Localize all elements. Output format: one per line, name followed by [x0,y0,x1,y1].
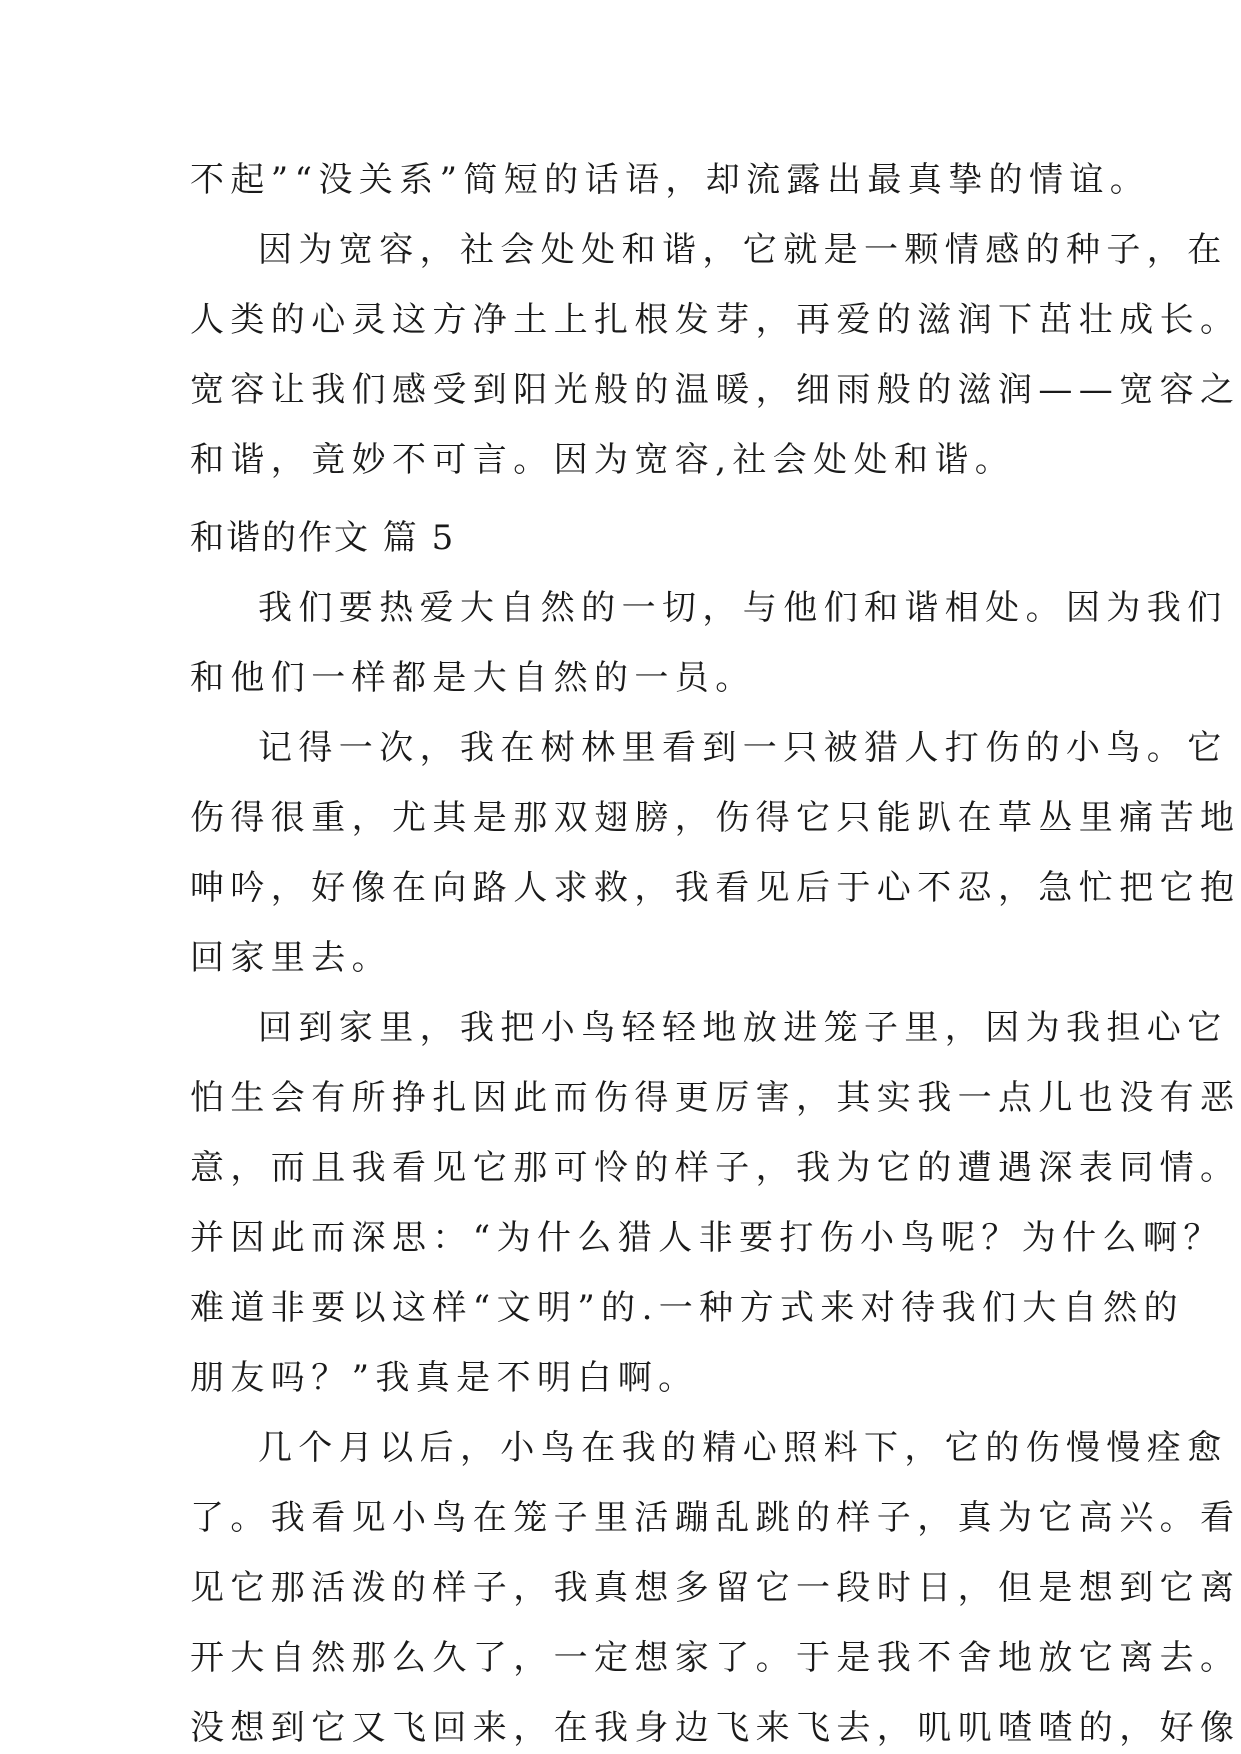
paragraph-line: 呻吟，好像在向路人求救，我看见后于心不忍，急忙把它抱 [190,868,1241,908]
paragraph-line: 和谐，竟妙不可言。因为宽容,社会处处和谐。 [190,440,1016,480]
paragraph-line: 因为宽容，社会处处和谐，它就是一颗情感的种子，在 [258,230,1228,270]
paragraph-line: 回家里去。 [190,938,392,978]
paragraph-line: 我们要热爱大自然的一切，与他们和谐相处。因为我们 [258,588,1228,628]
paragraph-line: 难道非要以这样“文明”的.一种方式来对待我们大自然的 [190,1288,1184,1328]
section-heading: 和谐的作文 篇 5 [190,518,456,558]
paragraph-line: 记得一次，我在树林里看到一只被猎人打伤的小鸟。它 [258,728,1228,768]
paragraph-line: 没想到它又飞回来，在我身边飞来飞去，叽叽喳喳的，好像 [190,1708,1241,1748]
paragraph-line: 朋友吗？”我真是不明白啊。 [190,1358,699,1398]
paragraph-line: 开大自然那么久了，一定想家了。于是我不舍地放它离去。 [190,1638,1241,1678]
paragraph-line: 不起”“没关系”简短的话语，却流露出最真挚的情谊。 [190,160,1151,200]
paragraph-line: 人类的心灵这方净土上扎根发芽，再爱的滋润下茁壮成长。 [190,300,1241,340]
paragraph-line: 回到家里，我把小鸟轻轻地放进笼子里，因为我担心它 [258,1008,1228,1048]
paragraph-line: 并因此而深思：“为什么猎人非要打伤小鸟呢？为什么啊？ [190,1218,1224,1258]
paragraph-line: 意，而且我看见它那可怜的样子，我为它的遭遇深表同情。 [190,1148,1241,1188]
paragraph-line: 伤得很重，尤其是那双翅膀，伤得它只能趴在草丛里痛苦地 [190,798,1241,838]
paragraph-line: 见它那活泼的样子，我真想多留它一段时日，但是想到它离 [190,1568,1241,1608]
paragraph-line: 宽容让我们感受到阳光般的温暖，细雨般的滋润——宽容之 [190,370,1241,410]
paragraph-line: 和他们一样都是大自然的一员。 [190,658,756,698]
paragraph-line: 怕生会有所挣扎因此而伤得更厉害，其实我一点儿也没有恶 [190,1078,1241,1118]
paragraph-line: 几个月以后，小鸟在我的精心照料下，它的伤慢慢痊愈 [258,1428,1228,1468]
paragraph-line: 了。我看见小鸟在笼子里活蹦乱跳的样子，真为它高兴。看 [190,1498,1241,1538]
